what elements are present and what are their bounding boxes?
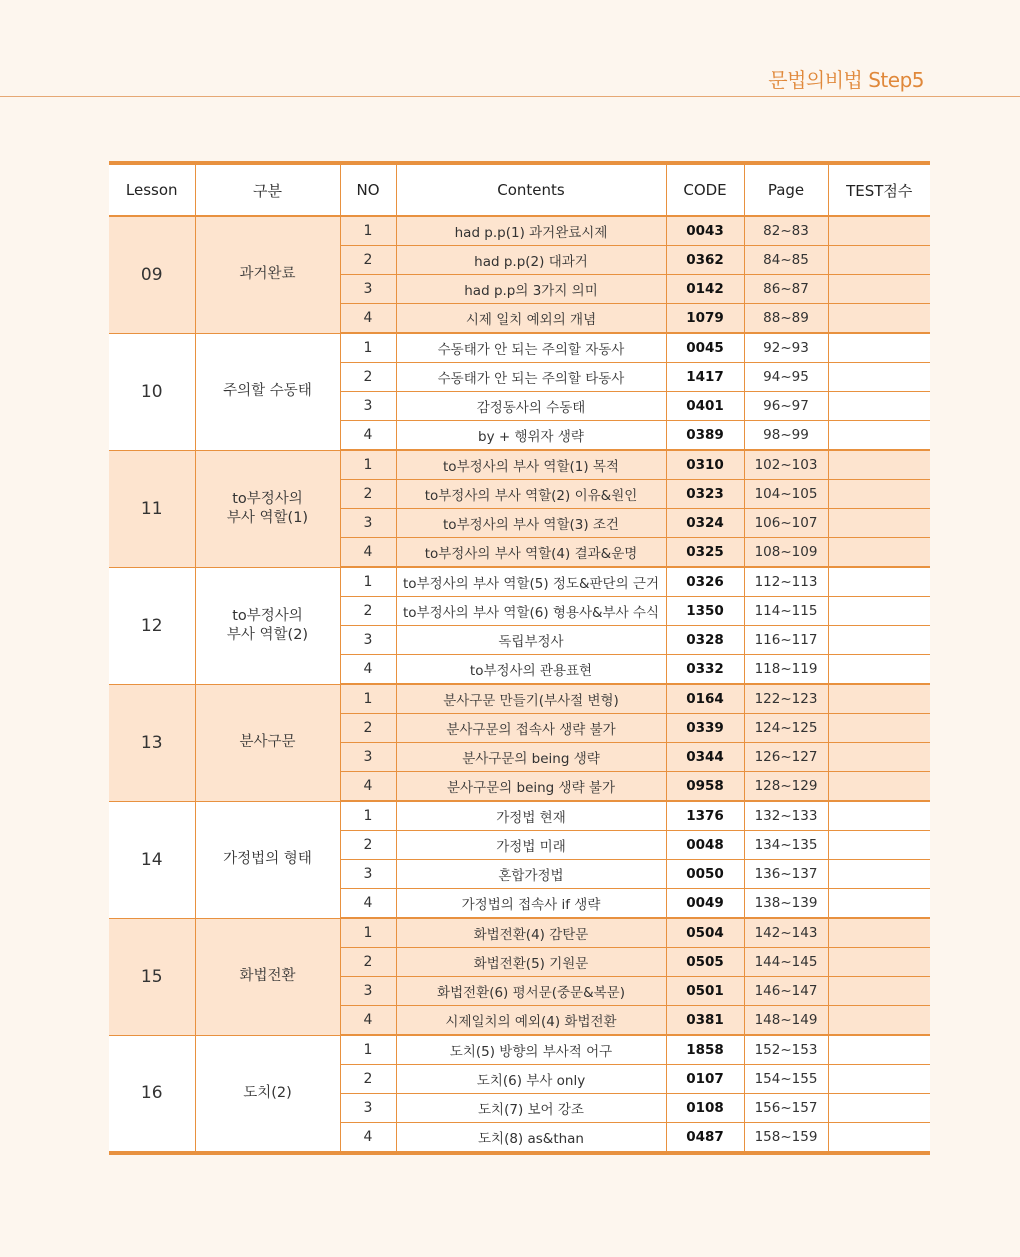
row-test-score[interactable]	[828, 509, 930, 538]
row-test-score[interactable]	[828, 626, 930, 655]
row-code: 0050	[666, 860, 744, 889]
row-test-score[interactable]	[828, 977, 930, 1006]
row-code: 0045	[666, 333, 744, 363]
row-code: 0108	[666, 1094, 744, 1123]
row-contents: 분사구문의 being 생략 불가	[396, 772, 666, 802]
row-number: 4	[340, 772, 396, 802]
col-header-no: NO	[340, 163, 396, 216]
row-code: 0389	[666, 421, 744, 451]
row-page: 112~113	[744, 567, 828, 597]
lesson-group: to부정사의 부사 역할(1)	[195, 450, 340, 567]
row-test-score[interactable]	[828, 363, 930, 392]
table-row	[109, 567, 930, 597]
lesson-table	[109, 161, 930, 1155]
row-code: 0164	[666, 684, 744, 714]
row-code: 0049	[666, 889, 744, 919]
row-page: 94~95	[744, 363, 828, 392]
row-number: 4	[340, 889, 396, 919]
row-test-score[interactable]	[828, 450, 930, 480]
row-code: 0339	[666, 714, 744, 743]
row-number: 4	[340, 655, 396, 685]
row-test-score[interactable]	[828, 714, 930, 743]
row-number: 1	[340, 918, 396, 948]
row-contents: had p.p(2) 대과거	[396, 246, 666, 275]
row-code: 0043	[666, 216, 744, 246]
col-header-group: 구분	[195, 163, 340, 216]
row-test-score[interactable]	[828, 831, 930, 860]
row-test-score[interactable]	[828, 684, 930, 714]
row-code: 1079	[666, 304, 744, 334]
row-page: 124~125	[744, 714, 828, 743]
row-contents: 분사구문 만들기(부사절 변형)	[396, 684, 666, 714]
row-number: 3	[340, 977, 396, 1006]
row-test-score[interactable]	[828, 597, 930, 626]
col-header-test-score: TEST점수	[828, 163, 930, 216]
row-page: 118~119	[744, 655, 828, 685]
row-number: 3	[340, 860, 396, 889]
row-number: 4	[340, 538, 396, 568]
row-code: 0381	[666, 1006, 744, 1036]
row-page: 104~105	[744, 480, 828, 509]
row-contents: to부정사의 부사 역할(3) 조건	[396, 509, 666, 538]
row-number: 3	[340, 392, 396, 421]
table-header-row	[109, 163, 930, 216]
row-page: 136~137	[744, 860, 828, 889]
row-contents: to부정사의 부사 역할(5) 정도&판단의 근거	[396, 567, 666, 597]
lesson-number: 13	[109, 684, 195, 801]
row-contents: by + 행위자 생략	[396, 421, 666, 451]
lesson-number: 11	[109, 450, 195, 567]
row-page: 134~135	[744, 831, 828, 860]
row-code: 1417	[666, 363, 744, 392]
row-page: 128~129	[744, 772, 828, 802]
row-test-score[interactable]	[828, 275, 930, 304]
row-test-score[interactable]	[828, 1035, 930, 1065]
row-code: 0107	[666, 1065, 744, 1094]
row-page: 148~149	[744, 1006, 828, 1036]
row-number: 2	[340, 597, 396, 626]
row-code: 0504	[666, 918, 744, 948]
row-test-score[interactable]	[828, 480, 930, 509]
row-contents: 수동태가 안 되는 주의할 타동사	[396, 363, 666, 392]
row-test-score[interactable]	[828, 948, 930, 977]
row-contents: 화법전환(4) 감탄문	[396, 918, 666, 948]
table-row	[109, 333, 930, 363]
row-code: 0501	[666, 977, 744, 1006]
row-number: 1	[340, 450, 396, 480]
row-test-score[interactable]	[828, 1006, 930, 1036]
row-code: 1350	[666, 597, 744, 626]
col-header-lesson: Lesson	[109, 163, 195, 216]
row-contents: 도치(5) 방향의 부사적 어구	[396, 1035, 666, 1065]
row-page: 142~143	[744, 918, 828, 948]
row-number: 2	[340, 714, 396, 743]
row-number: 3	[340, 626, 396, 655]
row-test-score[interactable]	[828, 333, 930, 363]
row-number: 4	[340, 304, 396, 334]
row-page: 96~97	[744, 392, 828, 421]
lesson-number: 12	[109, 567, 195, 684]
lesson-group: 가정법의 형태	[195, 801, 340, 918]
row-test-score[interactable]	[828, 860, 930, 889]
row-page: 158~159	[744, 1123, 828, 1154]
row-contents: 화법전환(5) 기원문	[396, 948, 666, 977]
row-code: 0048	[666, 831, 744, 860]
row-contents: 가정법 미래	[396, 831, 666, 860]
col-header-code: CODE	[666, 163, 744, 216]
lesson-group: 주의할 수동태	[195, 333, 340, 450]
row-number: 4	[340, 1123, 396, 1154]
row-page: 88~89	[744, 304, 828, 334]
row-code: 0401	[666, 392, 744, 421]
row-number: 3	[340, 743, 396, 772]
row-code: 0328	[666, 626, 744, 655]
lesson-group: to부정사의 부사 역할(2)	[195, 567, 340, 684]
row-number: 4	[340, 421, 396, 451]
row-code: 1858	[666, 1035, 744, 1065]
row-test-score[interactable]	[828, 801, 930, 831]
row-code: 0958	[666, 772, 744, 802]
row-page: 126~127	[744, 743, 828, 772]
row-contents: 가정법 현재	[396, 801, 666, 831]
row-page: 84~85	[744, 246, 828, 275]
header-divider	[0, 96, 1020, 97]
row-contents: 화법전환(6) 평서문(중문&복문)	[396, 977, 666, 1006]
row-number: 2	[340, 480, 396, 509]
row-number: 1	[340, 333, 396, 363]
row-page: 114~115	[744, 597, 828, 626]
row-page: 154~155	[744, 1065, 828, 1094]
row-number: 2	[340, 363, 396, 392]
row-number: 3	[340, 275, 396, 304]
row-contents: 도치(8) as&than	[396, 1123, 666, 1154]
row-test-score[interactable]	[828, 655, 930, 685]
row-contents: to부정사의 부사 역할(4) 결과&운명	[396, 538, 666, 568]
row-test-score[interactable]	[828, 1123, 930, 1154]
row-page: 82~83	[744, 216, 828, 246]
lesson-group: 분사구문	[195, 684, 340, 801]
row-test-score[interactable]	[828, 1094, 930, 1123]
row-test-score[interactable]	[828, 421, 930, 451]
row-number: 4	[340, 1006, 396, 1036]
row-test-score[interactable]	[828, 743, 930, 772]
table-row	[109, 216, 930, 246]
row-number: 2	[340, 948, 396, 977]
table-row	[109, 1035, 930, 1065]
lesson-number: 10	[109, 333, 195, 450]
row-test-score[interactable]	[828, 1065, 930, 1094]
page-header-title: 문법의비법 Step5	[768, 68, 924, 92]
row-page: 102~103	[744, 450, 828, 480]
row-contents: to부정사의 부사 역할(2) 이유&원인	[396, 480, 666, 509]
row-code: 0332	[666, 655, 744, 685]
row-code: 0487	[666, 1123, 744, 1154]
row-contents: 분사구문의 being 생략	[396, 743, 666, 772]
row-number: 3	[340, 1094, 396, 1123]
row-test-score[interactable]	[828, 392, 930, 421]
row-code: 1376	[666, 801, 744, 831]
row-contents: 도치(6) 부사 only	[396, 1065, 666, 1094]
row-contents: to부정사의 부사 역할(1) 목적	[396, 450, 666, 480]
row-contents: 감정동사의 수동태	[396, 392, 666, 421]
row-test-score[interactable]	[828, 304, 930, 334]
row-contents: to부정사의 부사 역할(6) 형용사&부사 수식	[396, 597, 666, 626]
row-number: 3	[340, 509, 396, 538]
row-code: 0310	[666, 450, 744, 480]
row-number: 1	[340, 567, 396, 597]
row-page: 152~153	[744, 1035, 828, 1065]
row-test-score[interactable]	[828, 567, 930, 597]
lesson-group: 과거완료	[195, 216, 340, 333]
row-test-score[interactable]	[828, 216, 930, 246]
row-contents: 도치(7) 보어 강조	[396, 1094, 666, 1123]
row-number: 1	[340, 684, 396, 714]
row-code: 0344	[666, 743, 744, 772]
row-number: 1	[340, 801, 396, 831]
row-page: 108~109	[744, 538, 828, 568]
row-contents: 분사구문의 접속사 생략 불가	[396, 714, 666, 743]
row-test-score[interactable]	[828, 889, 930, 919]
lesson-group: 화법전환	[195, 918, 340, 1035]
row-contents: 혼합가정법	[396, 860, 666, 889]
row-contents: to부정사의 관용표현	[396, 655, 666, 685]
row-contents: 가정법의 접속사 if 생략	[396, 889, 666, 919]
row-page: 92~93	[744, 333, 828, 363]
row-contents: had p.p(1) 과거완료시제	[396, 216, 666, 246]
row-test-score[interactable]	[828, 538, 930, 568]
row-page: 116~117	[744, 626, 828, 655]
col-header-page: Page	[744, 163, 828, 216]
lesson-group: 도치(2)	[195, 1035, 340, 1153]
lesson-number: 15	[109, 918, 195, 1035]
row-code: 0505	[666, 948, 744, 977]
row-page: 138~139	[744, 889, 828, 919]
row-code: 0362	[666, 246, 744, 275]
row-number: 2	[340, 246, 396, 275]
row-number: 1	[340, 1035, 396, 1065]
row-page: 156~157	[744, 1094, 828, 1123]
row-code: 0323	[666, 480, 744, 509]
row-contents: 수동태가 안 되는 주의할 자동사	[396, 333, 666, 363]
lesson-number: 14	[109, 801, 195, 918]
row-page: 106~107	[744, 509, 828, 538]
row-number: 2	[340, 831, 396, 860]
table-row	[109, 918, 930, 948]
lesson-number: 09	[109, 216, 195, 333]
row-page: 146~147	[744, 977, 828, 1006]
row-code: 0326	[666, 567, 744, 597]
row-number: 1	[340, 216, 396, 246]
row-contents: had p.p의 3가지 의미	[396, 275, 666, 304]
row-code: 0325	[666, 538, 744, 568]
row-page: 98~99	[744, 421, 828, 451]
row-contents: 시제 일치 예외의 개념	[396, 304, 666, 334]
row-code: 0324	[666, 509, 744, 538]
table-body	[109, 216, 930, 1153]
row-test-score[interactable]	[828, 918, 930, 948]
col-header-contents: Contents	[396, 163, 666, 216]
table-row	[109, 684, 930, 714]
row-code: 0142	[666, 275, 744, 304]
row-page: 122~123	[744, 684, 828, 714]
row-contents: 시제일치의 예외(4) 화법전환	[396, 1006, 666, 1036]
row-page: 86~87	[744, 275, 828, 304]
row-test-score[interactable]	[828, 772, 930, 802]
row-page: 132~133	[744, 801, 828, 831]
lesson-number: 16	[109, 1035, 195, 1153]
table-row	[109, 450, 930, 480]
row-number: 2	[340, 1065, 396, 1094]
row-contents: 독립부정사	[396, 626, 666, 655]
table-row	[109, 801, 930, 831]
row-test-score[interactable]	[828, 246, 930, 275]
row-page: 144~145	[744, 948, 828, 977]
